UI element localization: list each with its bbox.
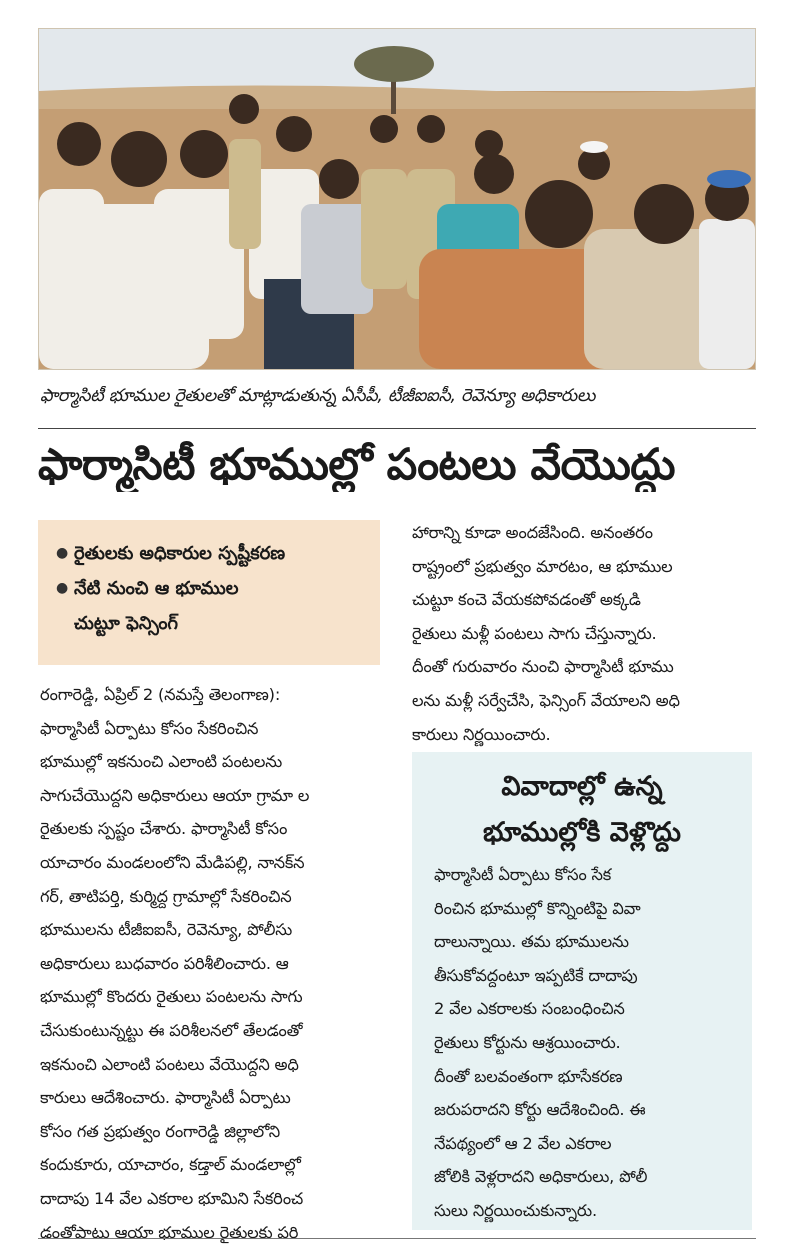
sidebar-text xyxy=(434,858,740,1228)
article-column-right xyxy=(412,516,754,751)
headline: ఫార్మాసిటీ భూముల్లో పంటలు వేయొద్దు xyxy=(38,440,676,490)
text-line: రంగారెడ్డి, ఏప్రిల్ 2 (నమస్తే తెలంగాణ): xyxy=(40,685,281,704)
highlight-item: ● రైతులకు అధికారుల స్పష్టీకరణ xyxy=(56,536,364,571)
text-line: దీంతో బలవంతంగా భూసేకరణ xyxy=(434,1066,623,1086)
text-line: కారులు నిర్ణయించారు. xyxy=(412,724,551,744)
text-line: ఇకనుంచి ఎలాంటి పంటలు వేయొద్దని అధి xyxy=(40,1054,299,1074)
text-line: భూములను టీజీఐఐసీ, రెవెన్యూ, పోలీసు xyxy=(40,920,293,940)
news-photo xyxy=(38,28,756,370)
text-line: సులు నిర్ణయించుకున్నారు. xyxy=(434,1200,597,1220)
text-line: తీసుకోవద్దంటూ ఇప్పటికే దాదాపు xyxy=(434,965,638,985)
text-line: భూముల్లో కొందరు రైతులు పంటలను సాగు xyxy=(40,987,303,1007)
text-line: కందుకూరు, యాచారం, కడ్తాల్ మండలాల్లో xyxy=(40,1155,301,1175)
text-line: రైతులు కోర్టును ఆశ్రయించారు. xyxy=(434,1032,621,1052)
text-line: నేపథ్యంలో ఆ 2 వేల ఎకరాల xyxy=(434,1133,612,1153)
text-line: ఫార్మాసిటీ ఏర్పాటు కోసం సేక xyxy=(434,865,612,884)
bullet-icon: ● xyxy=(56,580,69,596)
text-line: యాచారం మండలంలోని మేడిపల్లి, నానక్‌న xyxy=(40,852,305,872)
highlights-box xyxy=(38,520,380,665)
text-line: లను మళ్లీ సర్వేచేసి, ఫెన్సింగ్ వేయాలని అధి xyxy=(412,690,680,710)
text-line: కారులు ఆదేశించారు. ఫార్మాసిటీ ఏర్పాటు xyxy=(40,1088,291,1108)
text-line: చుట్టూ కంచె వేయకపోవడంతో అక్కడి xyxy=(412,590,641,610)
text-line: దీంతో గురువారం నుంచి ఫార్మాసిటీ భూము xyxy=(412,657,674,677)
text-line: రైతులు మళ్లీ పంటలు సాగు చేస్తున్నారు. xyxy=(412,623,657,643)
text-line: రాష్ట్రంలో ప్రభుత్వం మారటం, ఆ భూముల xyxy=(412,556,673,576)
divider xyxy=(38,1238,756,1239)
text-line: జోలికి వెళ్లరాదని అధికారులు, పోలీ xyxy=(434,1167,648,1187)
text-line: దాదాపు 14 వేల ఎకరాల భూమిని సేకరించ xyxy=(40,1188,304,1208)
text-line: సాగుచేయొద్దని అధికారులు ఆయా గ్రామా ల xyxy=(40,785,310,805)
text-line: రించిన భూముల్లో కొన్నింటిపై వివా xyxy=(434,898,641,918)
text-line: భూముల్లో ఇకనుంచి ఎలాంటి పంటలను xyxy=(40,752,283,772)
highlight-item: చుట్టూ ఫెన్సింగ్ xyxy=(74,613,178,634)
article-column-left xyxy=(40,678,380,1249)
text-line: అధికారులు బుధవారం పరిశీలించారు. ఆ xyxy=(40,953,289,973)
highlight-item: ● నేటి నుంచి ఆ భూముల xyxy=(56,571,364,606)
photo-people-field-icon xyxy=(39,29,755,369)
sidebar-title: వివాదాల్లో ఉన్న భూముల్లోకి వెళ్లొద్దు xyxy=(483,771,681,848)
text-line: డంతోపాటు ఆయా భూముల రైతులకు పరి xyxy=(40,1222,299,1242)
text-line: దాలున్నాయి. తమ భూములను xyxy=(434,932,629,952)
photo-caption: ఫార్మాసిటీ భూముల రైతులతో మాట్లాడుతున్న ఏసీపీ, టీజీఐఐసీ, రెవెన్యూ అధికారులు xyxy=(40,386,596,406)
text-line: రైతులకు స్పష్టం చేశారు. ఫార్మాసిటీ కోసం xyxy=(40,819,288,839)
text-line: గర్, తాటిపర్తి, కుర్మిద్ద గ్రామాల్లో సేకరించిన xyxy=(40,886,292,906)
text-line: కోసం గత ప్రభుత్వం రంగారెడ్డి జిల్లాలోని xyxy=(40,1121,281,1141)
sidebar-box xyxy=(412,752,752,1230)
text-line: 2 వేల ఎకరాలకు సంబంధించిన xyxy=(434,999,625,1019)
bullet-icon: ● xyxy=(56,545,69,561)
text-line: హారాన్ని కూడా అందజేసింది. అనంతరం xyxy=(412,523,653,542)
divider xyxy=(38,428,756,429)
text-line: చేసుకుంటున్నట్టు ఈ పరిశీలనలో తేలడంతో xyxy=(40,1020,303,1040)
text-line: ఫార్మాసిటీ ఏర్పాటు కోసం సేకరించిన xyxy=(40,718,259,738)
text-line: జరుపరాదని కోర్టు ఆదేశించింది. ఈ xyxy=(434,1100,646,1120)
